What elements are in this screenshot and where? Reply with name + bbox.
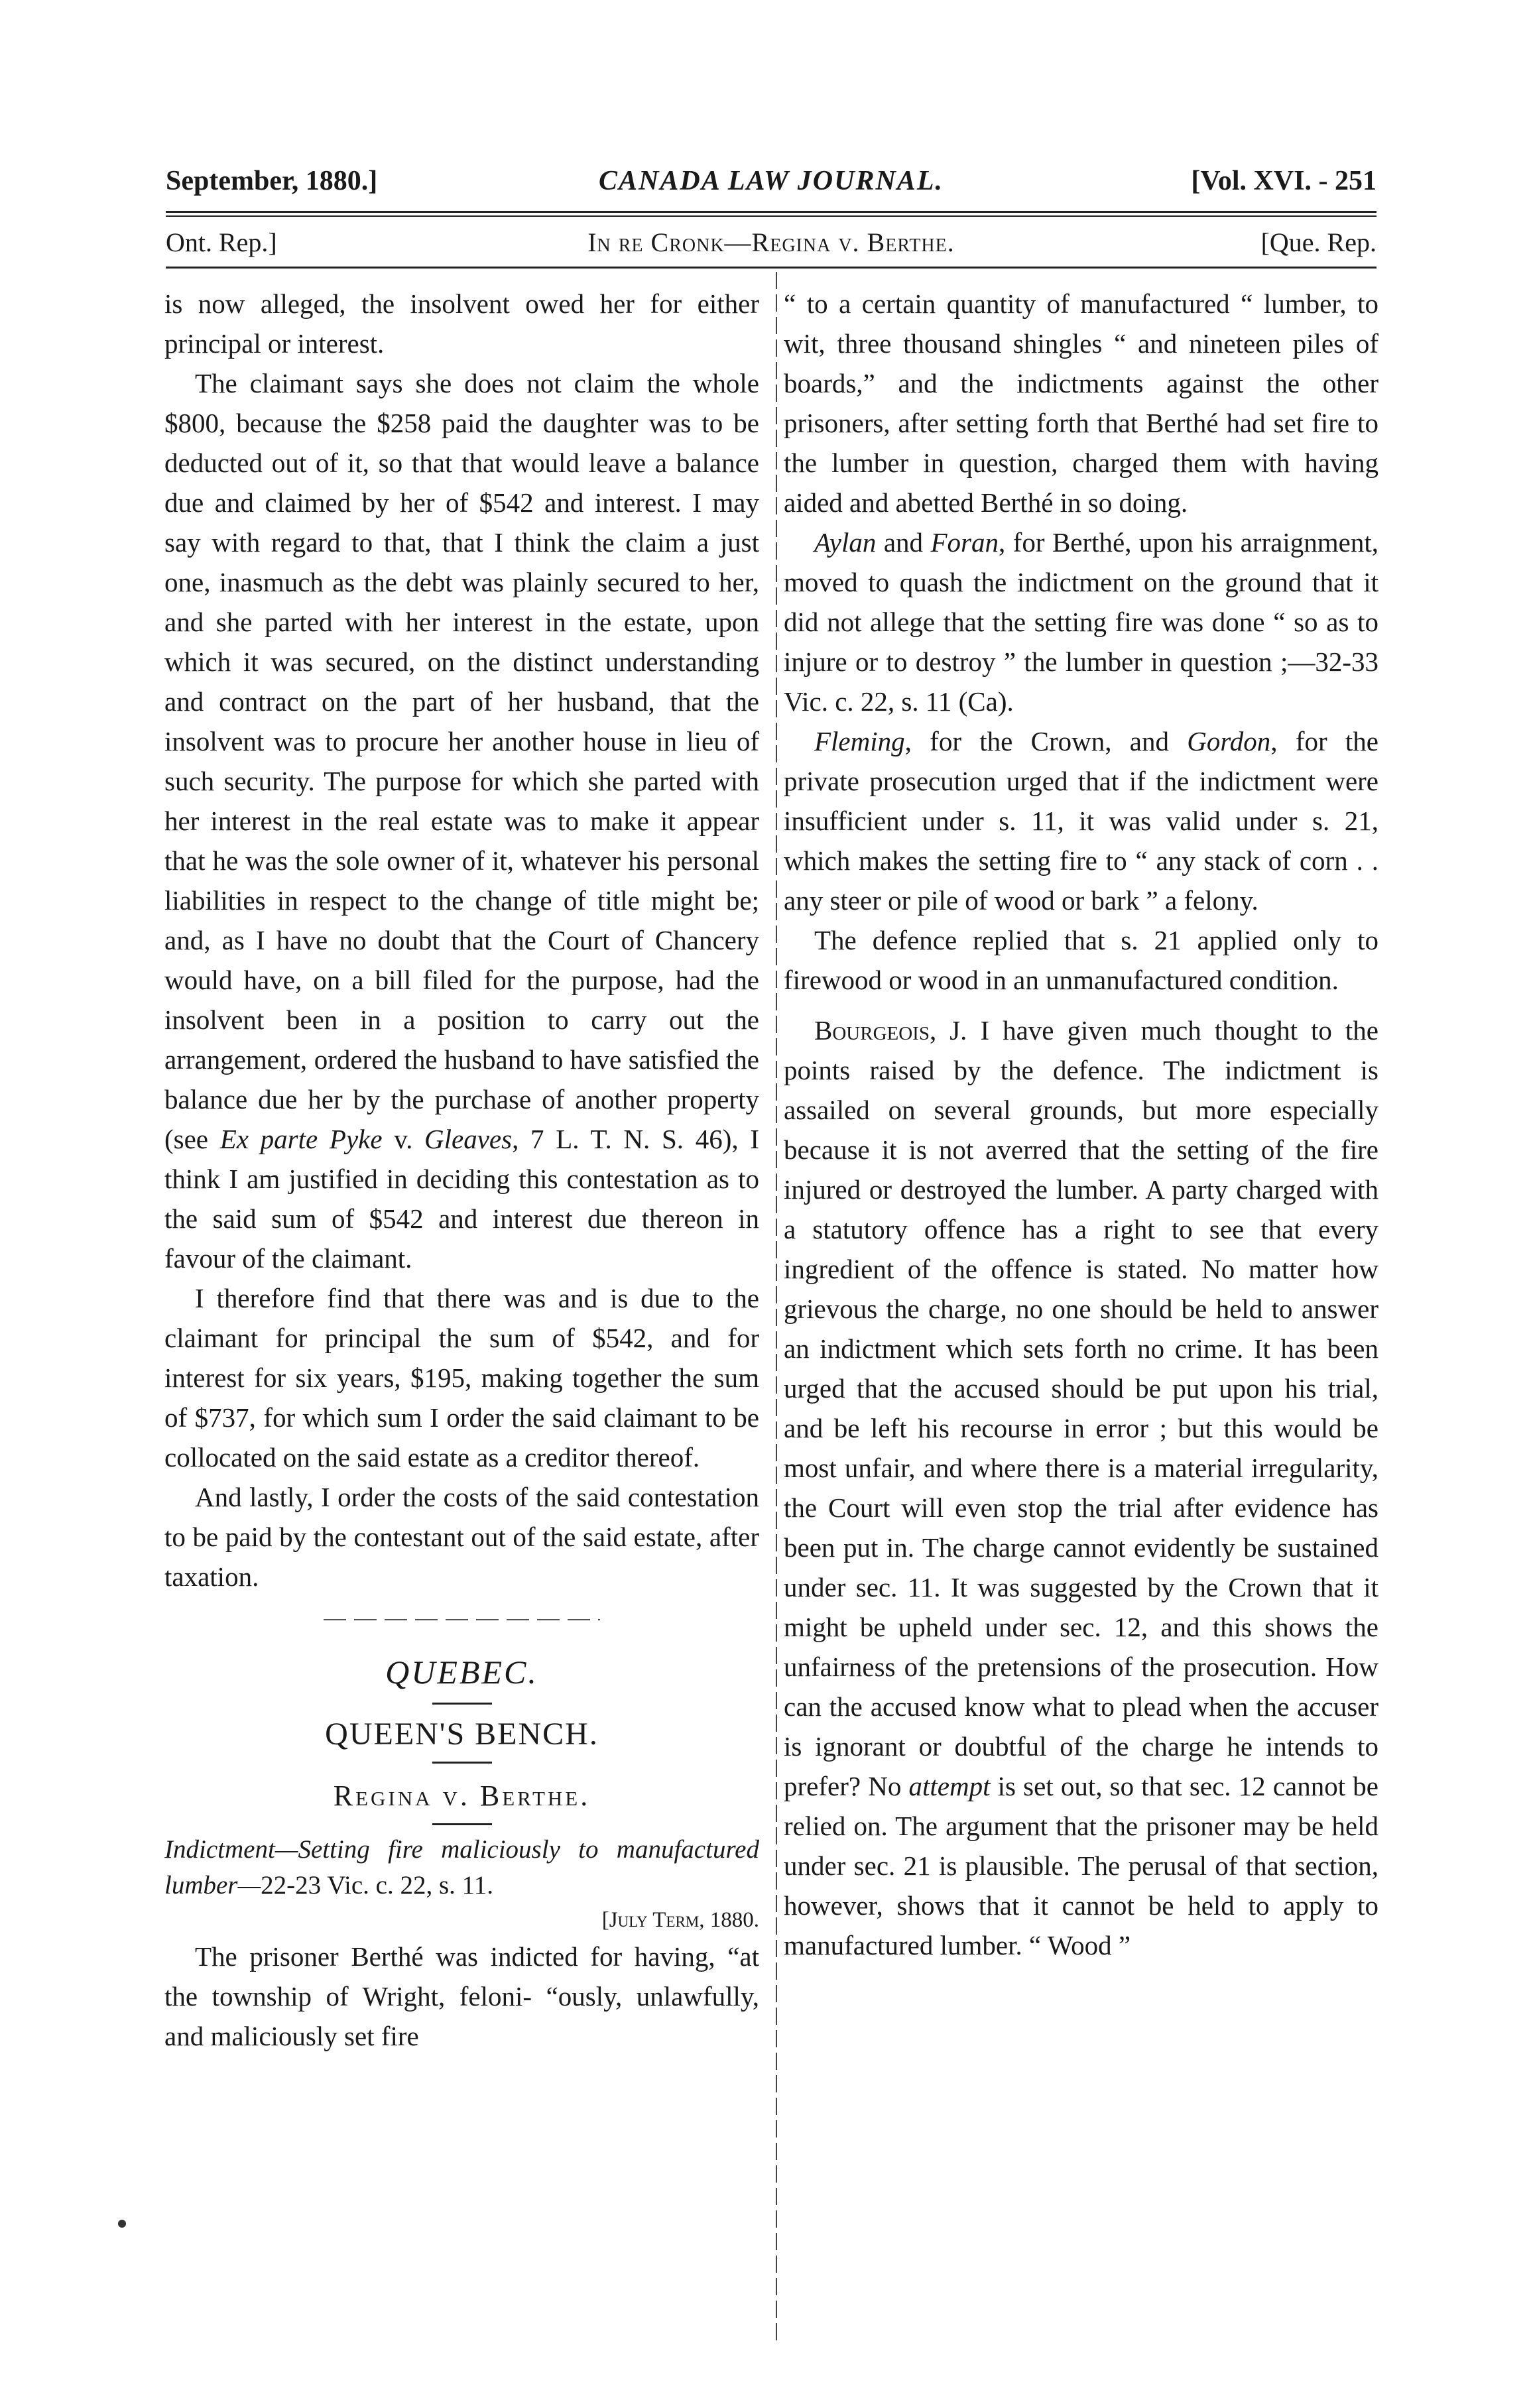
case-heading: Regina v. Berthe. <box>333 1779 591 1812</box>
judgment-paragraph <box>784 1010 1378 1965</box>
text-run: The claimant says she does not claim the whole $800, because the $258 paid the daughter was to be deducted out of it, so that that would leave a balance due and claimed by her of $542 and interest. I may say with regard to that, that I think the claim a just one, inasmuch as the debt was plainly secured to her, and she parted with her interest in the estate, upon which it was secured, on the distinct understanding and contract on the part of her husband, that the insolvent was to procure her another house in lieu of such security. The purpose for which she parted with her interest in the real estate was to make it appear that he was the sole owner of it, whatever his personal liabilities in respect to the change of title might be; and, as I have no doubt that the Court of Chancery would have, on a bill filed for the purpose, had the insolvent been in a position to carry out the arrangement, ordered the husband to have satisfied the balance due her by the purchase of another property (see <box>164 368 759 1154</box>
paragraph: And lastly, I order the costs of the said contestation to be paid by the contestant out of the said estate, after taxation. <box>164 1482 759 1592</box>
case-citation: Ex parte Pyke <box>219 1124 383 1154</box>
text-run: , for the Crown, and <box>904 726 1188 756</box>
section-heading: QUEBEC. <box>385 1654 538 1691</box>
judge-name: Bourgeois, J. <box>814 1015 967 1046</box>
column-divider <box>776 272 777 2340</box>
margin-mark <box>118 2220 126 2228</box>
text-run: v. <box>382 1124 425 1154</box>
right-report: [Que. Rep. <box>1260 227 1376 257</box>
emphasis: attempt <box>908 1771 991 1801</box>
headnote <box>164 1832 759 1903</box>
issue-date: September, 1880.] <box>166 166 378 196</box>
journal-title: CANADA LAW JOURNAL. <box>599 166 944 196</box>
short-rule <box>432 1762 492 1764</box>
paragraph <box>784 522 1378 721</box>
right-column <box>784 284 1378 1965</box>
header-rule <box>166 211 1376 213</box>
short-rule <box>432 1823 492 1825</box>
counsel-name: Fleming <box>814 726 905 756</box>
text-run: , 7 L. T. N. S. 46), I think I am justified in deciding this contestation as to the said sum of $542 and interest due thereon in favour of the claimant. <box>164 1124 759 1274</box>
term-date: [July Term, 1880. <box>601 1908 759 1932</box>
running-head <box>166 158 1376 204</box>
paragraph: The defence replied that s. 21 applied only to firewood or wood in an unmanufactured condition. <box>784 925 1378 995</box>
paragraph: I therefore find that there was and is due to the claimant for principal the sum of $542, and for interest for six years, $195, making together the sum of $737, for which sum I order the said claimant to be collocated on the said estate as a creditor thereof. <box>164 1283 759 1473</box>
section-ornament <box>164 1596 759 1643</box>
volume-page: [Vol. XVI. - 251 <box>1191 166 1376 196</box>
paragraph <box>784 721 1378 920</box>
counsel-name: Aylan <box>814 527 877 558</box>
paragraph <box>164 363 759 1278</box>
counsel-name: Foran <box>930 527 999 558</box>
short-rule <box>432 1703 492 1705</box>
court-heading: QUEEN'S BENCH. <box>325 1716 599 1752</box>
text-run: , for Berthé, upon his arraignment, moved to quash the indictment on the ground that it did not allege that the setting fire was done “ so as to injure or to destroy ” the lumber in question ;—32-33 Vic. c. 22, s. 11 (Ca). <box>784 527 1379 717</box>
case-citation: Gleaves <box>424 1124 513 1154</box>
text-run: I have given much thought to the points raised by the defence. The indictment is assailed on several grounds, but more especially because it is not averred that the setting of the fire injured or destroyed the lumber. A party charged with a statutory offence has a right to see that every ingredient of the offence is stated. No matter how grievous the charge, no one should be held to answer an indictment which sets forth no crime. It has been urged that the accused should be put upon his trial, and be left his recourse in error ; but this would be most unfair, and where there is a material irregularity, the Court will even stop the trial after evidence has been put in. The charge cannot evidently be sustained under sec. 11. It was suggested by the Crown that it might be upheld under sec. 12, and this shows the unfairness of the pretensions of the prosecution. How can the accused know what to plead when the accuser is ignorant or doubtful of the charge he intends to prefer? No <box>784 1015 1378 1801</box>
text-run: and <box>876 527 931 558</box>
paragraph: “ to a certain quantity of manufactured “ lumber, to wit, three thousand shingles “ and nineteen piles of boards,” and the indictments against the other prisoners, after setting forth that Berthé had set fire to the lumber in question, charged them with having aided and abetted Berthé in so doing. <box>784 288 1378 518</box>
case-names: In re Cronk—Regina v. Berthe. <box>587 227 955 257</box>
text-run: is set out, so that sec. 12 cannot be relied on. The argument that the prisoner may be held under sec. 21 is plausible. The perusal of that section, however, shows that it cannot be held to apply to manufactured lumber. “ Wood ” <box>784 1771 1378 1960</box>
case-subhead <box>166 222 1376 263</box>
subhead-rule <box>166 267 1376 269</box>
left-column <box>164 284 759 2056</box>
left-report: Ont. Rep.] <box>166 227 277 257</box>
paragraph: The prisoner Berthé was indicted for having, “at the township of Wright, feloni- “ously, unlawfully, and maliciously set fire <box>164 1941 759 2051</box>
header-rule-thin <box>166 215 1376 217</box>
headnote-text: Indictment—Setting fire maliciously to manufactured lumber— <box>164 1835 759 1899</box>
counsel-name: Gordon <box>1187 726 1271 756</box>
text-run: , for the private prosecution urged that if the indictment were insufficient under s. 11, it was valid under s. 21, which makes the setting fire to “ any stack of corn . . any steer or pile of wood or bark ” a felony. <box>784 726 1379 916</box>
paragraph: is now alleged, the insolvent owed her for either principal or interest. <box>164 288 759 359</box>
headnote-statute: 22-23 Vic. c. 22, s. 11. <box>261 1871 493 1899</box>
